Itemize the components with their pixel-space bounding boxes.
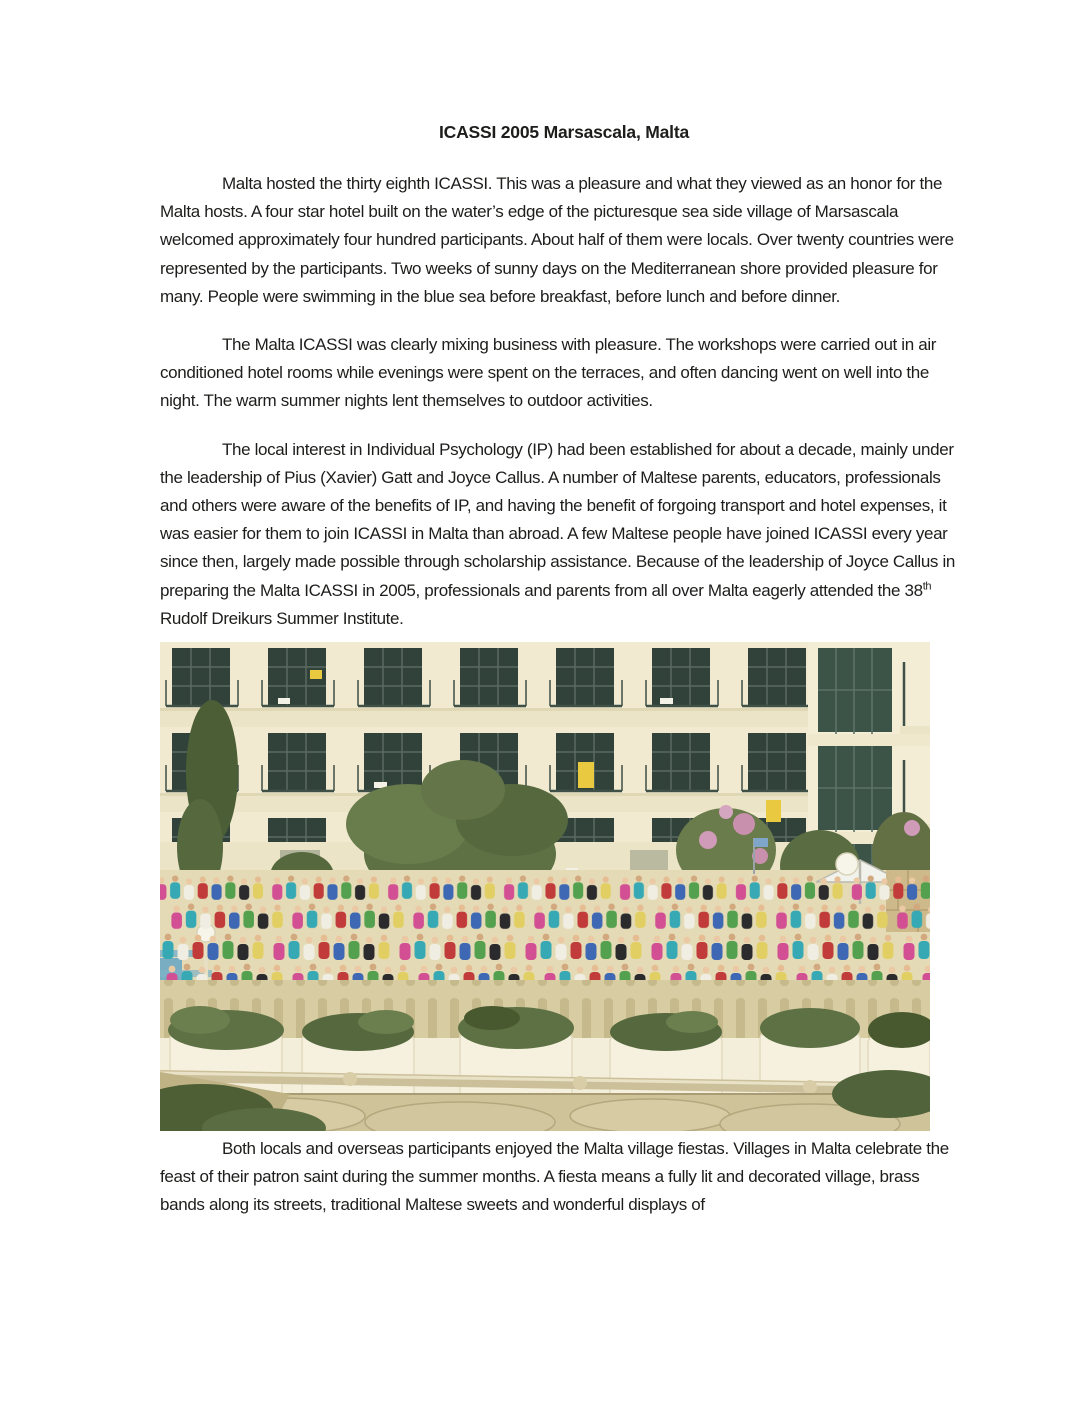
group-photo [160, 642, 930, 1131]
paragraph-fiestas: Both locals and overseas participants enjoyed the Malta village fiestas. Villages in Malta celebrate the feast of their patron saint during the summer months. A fiesta means a fully lit and decorated village, brass bands along its streets, traditional Maltese sweets and wonderful displays of [160, 1139, 949, 1215]
paragraph-local-interest-text: The local interest in Individual Psychology (IP) had been established for about a decade, mainly under the leadership of Pius (Xavier) Gatt and Joyce Callus. A number of Maltese parents, educators, professionals and others were aware of the benefits of IP, and having the benefit of forgoing transport and hotel expenses, it was easier for them to join ICASSI in Malta than abroad. A few Maltese people have joined ICASSI every year since then, largely made possible through scholarship assistance. Because of the leadership of Joyce Callus in preparing the Malta ICASSI in 2005, professionals and parents from all over Malta eagerly attended the 38 [160, 439, 955, 600]
group-photo-illustration [160, 642, 930, 1131]
paragraph-local-interest-end: Rudolf Dreikurs Summer Institute. [160, 608, 404, 628]
page-title: ICASSI 2005 Marsascala, Malta [438, 122, 690, 142]
paragraph-intro: Malta hosted the thirty eighth ICASSI. This was a pleasure and what they viewed as an honor for the Malta hosts. A four star hotel built on the water’s edge of the picturesque sea side village of Marsascala welcomed approximately four hundred participants. About half of them were locals. Over twenty countries were represented by the participants. Two weeks of sunny days on the Mediterranean shore provided pleasure for many. People were swimming in the blue sea before breakfast, before lunch and before dinner. [160, 174, 954, 306]
ordinal-suffix: th [922, 579, 932, 592]
paragraph-local-interest [160, 436, 968, 633]
document-content [160, 118, 968, 1220]
ball-lamp-right [836, 853, 858, 875]
flag-icon [754, 838, 768, 847]
paragraph-business-pleasure: The Malta ICASSI was clearly mixing business with pleasure. The workshops were carried out in air conditioned hotel rooms while evenings were spent on the terraces, and often dancing went on well into the night. The warm summer nights lent themselves to outdoor activities. [160, 335, 937, 411]
